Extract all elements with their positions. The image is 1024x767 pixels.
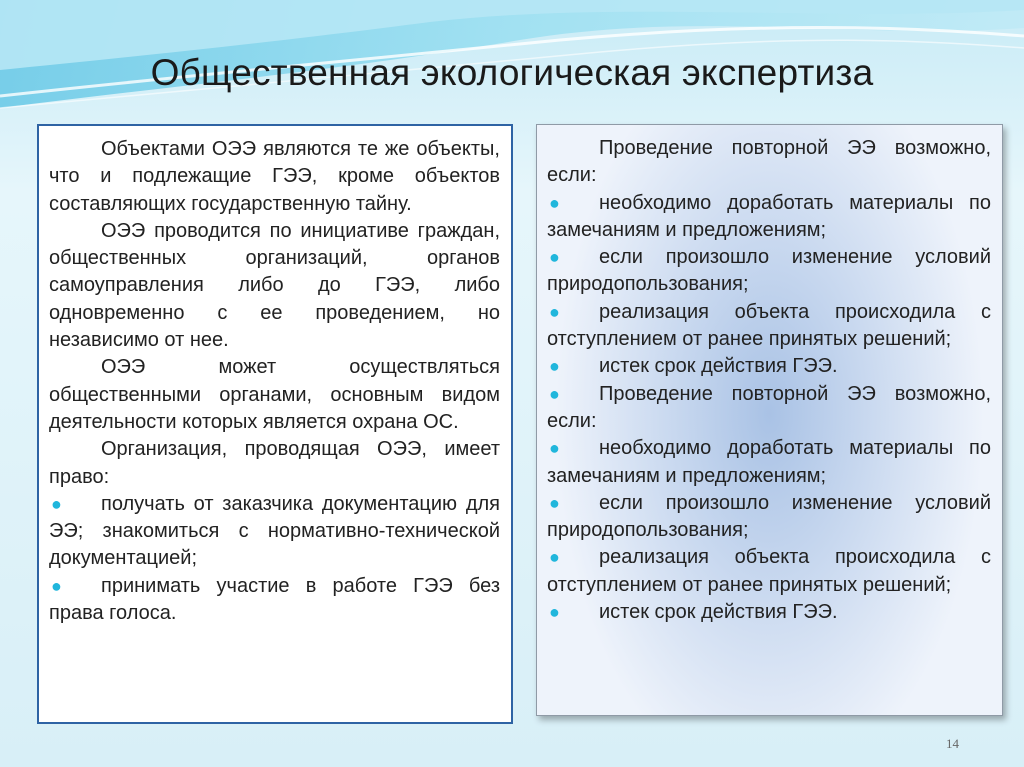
right-list-item xyxy=(547,353,991,380)
right-item-text: если произошло изменение условий природопользования; xyxy=(547,491,991,542)
left-paragraph-4: Организация, проводящая ОЭЭ, имеет право: xyxy=(49,438,500,488)
bullet-dot-icon: ● xyxy=(51,493,62,514)
right-item-text: реализация объекта происходила с отступлением от ранее принятых решений; xyxy=(547,300,991,351)
bullet-dot-icon: ● xyxy=(549,301,560,322)
bullet-dot-icon: ● xyxy=(549,602,560,623)
right-item-text: истек срок действия ГЭЭ. xyxy=(599,355,838,378)
bullet-dot-icon: ● xyxy=(549,438,560,459)
right-item-text: необходимо доработать материалы по замечаниям и предложениям; xyxy=(547,191,991,241)
bullet-dot-icon: ● xyxy=(51,575,62,596)
left-bullet-item xyxy=(49,491,500,573)
right-item-text: необходимо доработать материалы по замечаниям и предложениям; xyxy=(547,437,991,487)
left-bullet-text: принимать участие в работе ГЭЭ без права голоса. xyxy=(49,574,500,625)
bullet-dot-icon: ● xyxy=(549,356,560,377)
right-list-item xyxy=(547,381,991,436)
left-bullet-text: получать от заказчика документацию для ЭЭ; знакомиться с нормативно-технической документацией; xyxy=(49,492,500,570)
right-list-item xyxy=(547,190,991,245)
slide-title: Общественная экологическая экспертиза xyxy=(150,52,874,93)
left-paragraph-3: ОЭЭ может осуществляться общественными органами, основным видом деятельности которых является охрана ОС. xyxy=(49,356,500,433)
right-item-text: Проведение повторной ЭЭ возможно, если: xyxy=(547,382,991,432)
right-list-item xyxy=(547,544,991,599)
bullet-dot-icon: ● xyxy=(549,547,560,568)
right-list-item xyxy=(547,244,991,299)
right-item-text: реализация объекта происходила с отступлением от ранее принятых решений; xyxy=(547,546,991,596)
bullet-dot-icon: ● xyxy=(549,383,560,404)
left-bullet-item xyxy=(49,573,500,628)
bullet-dot-icon: ● xyxy=(549,492,560,513)
right-item-text: Проведение повторной ЭЭ возможно, если: xyxy=(547,137,991,187)
page-number: 14 xyxy=(946,736,959,751)
right-list-item xyxy=(547,435,991,490)
right-list-item xyxy=(547,299,991,354)
bullet-dot-icon: ● xyxy=(549,192,560,213)
right-list-item xyxy=(547,490,991,545)
right-text-box xyxy=(536,124,1003,716)
left-paragraph-2: ОЭЭ проводится по инициативе граждан, общественных организаций, органов самоуправления либо до ГЭЭ, либо одновременно с ее проведением, но независимо от нее. xyxy=(49,219,500,352)
right-item-text: если произошло изменение условий природопользования; xyxy=(547,246,991,296)
left-paragraph-1: Объектами ОЭЭ являются те же объекты, что и подлежащие ГЭЭ, кроме объектов составляющих государственную тайну. xyxy=(49,138,500,215)
left-text-box xyxy=(37,124,513,724)
right-list-item xyxy=(547,599,991,626)
right-item-text: истек срок действия ГЭЭ. xyxy=(599,601,838,624)
bullet-dot-icon: ● xyxy=(549,247,560,268)
right-list-item xyxy=(547,135,991,190)
